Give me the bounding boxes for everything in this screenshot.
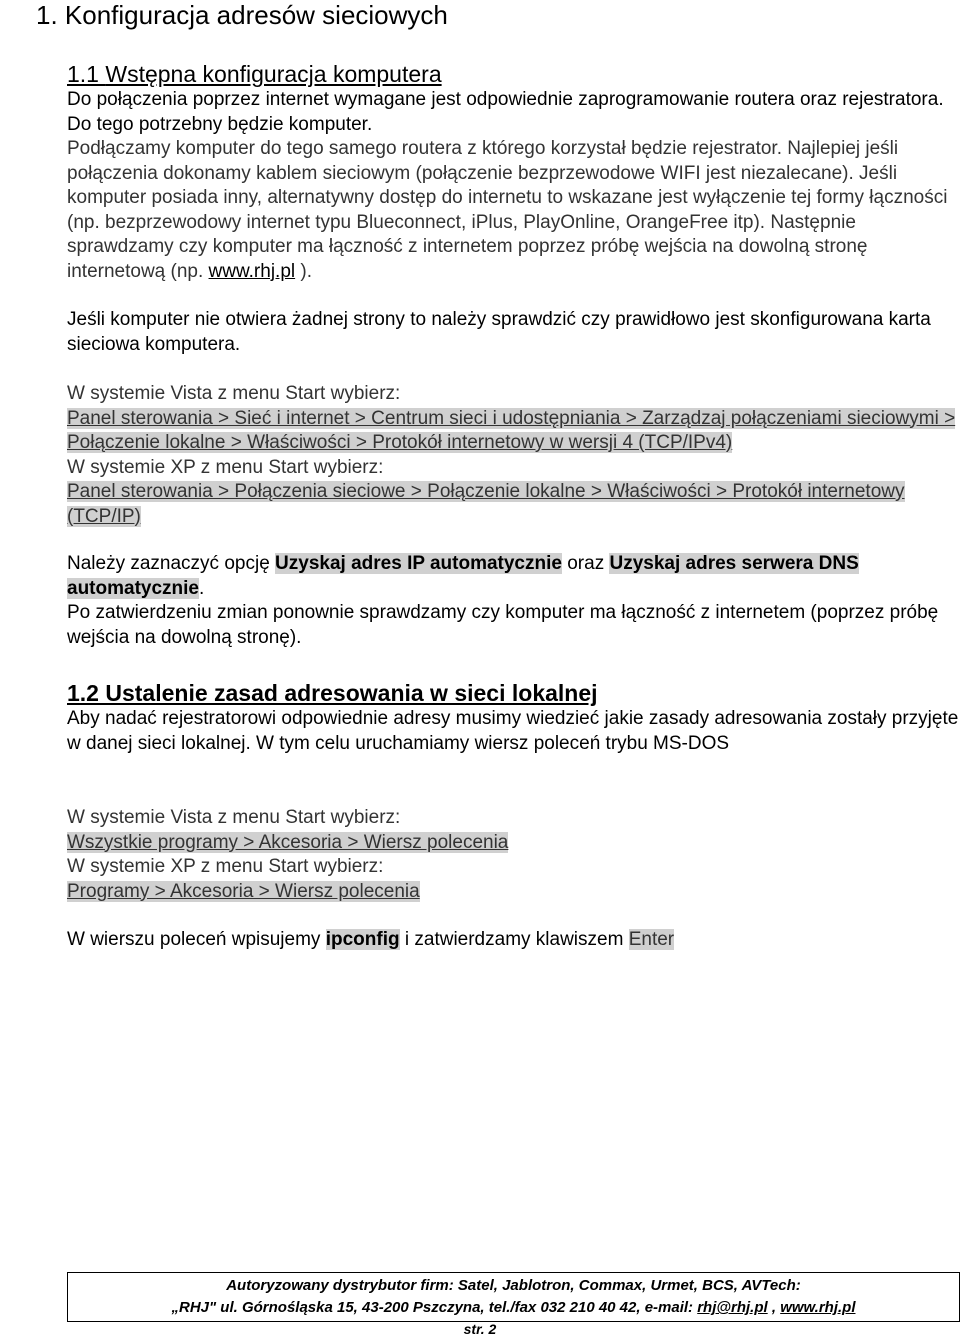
xp-label: W systemie XP z menu Start wybierz: [67, 456, 384, 478]
options-mid: oraz [561, 553, 610, 574]
section-1-1-number: 1.1 [67, 61, 106, 87]
vista-path-text: Panel sterowania > Sieć i internet > Centrum sieci i udostępniania > Zarządzaj połączeniami sieciowymi > Połączenie lokalne > Właściwości > Protokół internetowy w wersji 4 (TCP/IPv4) [67, 407, 956, 453]
section-1-1-intro [67, 88, 960, 137]
xp-path-text: Panel sterowania > Połączenia sieciowe > Połączenie lokalne > Właściwości > Protokół internetowy (TCP/IP) [67, 481, 905, 527]
section-1-1-paths [67, 382, 960, 529]
vista-path [67, 407, 960, 456]
ipconfig-command: ipconfig [325, 929, 400, 950]
xp-label-2: W systemie XP z menu Start wybierz: [67, 856, 384, 877]
vista-path-2-text: Wszystkie programy > Akcesoria > Wiersz polecenia [67, 831, 509, 853]
options-end: . [198, 577, 205, 599]
xp-path [67, 480, 960, 529]
footer-contact [68, 1297, 959, 1319]
confirm-paragraph: Po zatwierdzeniu zmian ponownie sprawdzamy czy komputer ma łączność z internetem (poprzez próbę wejścia na dowolną stronę). [67, 602, 939, 648]
connection-paragraph [67, 137, 960, 284]
section-1-2-heading [67, 678, 598, 708]
connection-text-a: Podłączamy komputer do tego samego routera z którego korzystał będzie rejestrator. Najlepiej jeśli połączenia dokonamy kablem sieciowym (połączenie bezprzewodowe WIFI jest niezalecane). [67, 138, 899, 184]
check-paragraph: Jeśli komputer nie otwiera żadnej strony to należy sprawdzić czy prawidłowo jest skonfigurowana karta sieciowa komputera. [67, 309, 931, 355]
section-1-1-options [67, 552, 960, 650]
section-1-2-paths [67, 806, 960, 904]
footer-address: „RHJ" ul. Górnośląska 15, 43-200 Pszczyna, tel./fax 032 210 40 42, e-mail: [171, 1299, 698, 1316]
section-1-1-title: Wstępna konfiguracja komputera [105, 61, 442, 87]
section-1-2-intro [67, 707, 960, 756]
connection-text-b: Jeśli komputer posiada inny, alternatywny dostęp do internetu to wskazane jest wyłączenie tej formy łączności (np. bezprzewodowy internet typu Blueconnect, iPlus, PlayOnline, OrangeFree itp). Następnie sprawdzamy czy komputer ma łączność z internetem poprzez próbę wejścia na dowolną stronę internetową (np. [67, 162, 948, 282]
section-1-2-title: 1.2 Ustalenie zasad adresowania w sieci lokalnej [67, 680, 598, 706]
vista-label-2: W systemie Vista z menu Start wybierz: [67, 807, 401, 828]
addressing-paragraph: Aby nadać rejestratorowi odpowiednie adresy musimy wiedzieć jakie zasady adresowania zostały przyjęte w danej sieci lokalnej. W tym celu uruchamiamy wiersz poleceń trybu MS-DOS [67, 708, 959, 754]
vista-path-2 [67, 831, 960, 856]
footer-box [67, 1272, 960, 1322]
footer-email-link[interactable]: rhj@rhj.pl [697, 1299, 768, 1316]
command-paragraph [67, 928, 960, 953]
command-mid: i zatwierdzamy klawiszem [399, 929, 629, 950]
option-ip-auto: Uzyskaj adres IP automatycznie [275, 553, 562, 574]
section-1-2-command [67, 928, 960, 953]
footer-separator: , [767, 1299, 781, 1316]
connection-text-end: ). [295, 260, 312, 282]
section-1-1-body [67, 137, 960, 284]
xp-path-2-text: Programy > Akcesoria > Wiersz polecenia [67, 880, 420, 902]
options-pre: Należy zaznaczyć opcję [67, 553, 276, 574]
intro-paragraph: Do połączenia poprzez internet wymagane jest odpowiednie zaprogramowanie routera oraz rejestratora. Do tego potrzebny będzie komputer. [67, 89, 944, 135]
page-title: 1. Konfiguracja adresów sieciowych [36, 0, 448, 30]
footer-distributor: Autoryzowany dystrybutor firm: Satel, Jablotron, Commax, Urmet, BCS, AVTech: [226, 1277, 801, 1294]
website-link[interactable]: www.rhj.pl [208, 260, 296, 282]
section-1-1-heading [67, 59, 442, 89]
page-number: str. 2 [463, 1321, 497, 1337]
option-dns-auto: Uzyskaj adres serwera DNS automatycznie [67, 553, 859, 599]
enter-key: Enter [628, 929, 675, 950]
vista-label: W systemie Vista z menu Start wybierz: [67, 383, 401, 404]
section-1-1-check [67, 308, 960, 357]
footer-web-link[interactable]: www.rhj.pl [780, 1299, 856, 1316]
options-paragraph [67, 552, 960, 601]
command-pre: W wierszu poleceń wpisujemy [67, 929, 326, 950]
xp-path-2 [67, 880, 960, 905]
